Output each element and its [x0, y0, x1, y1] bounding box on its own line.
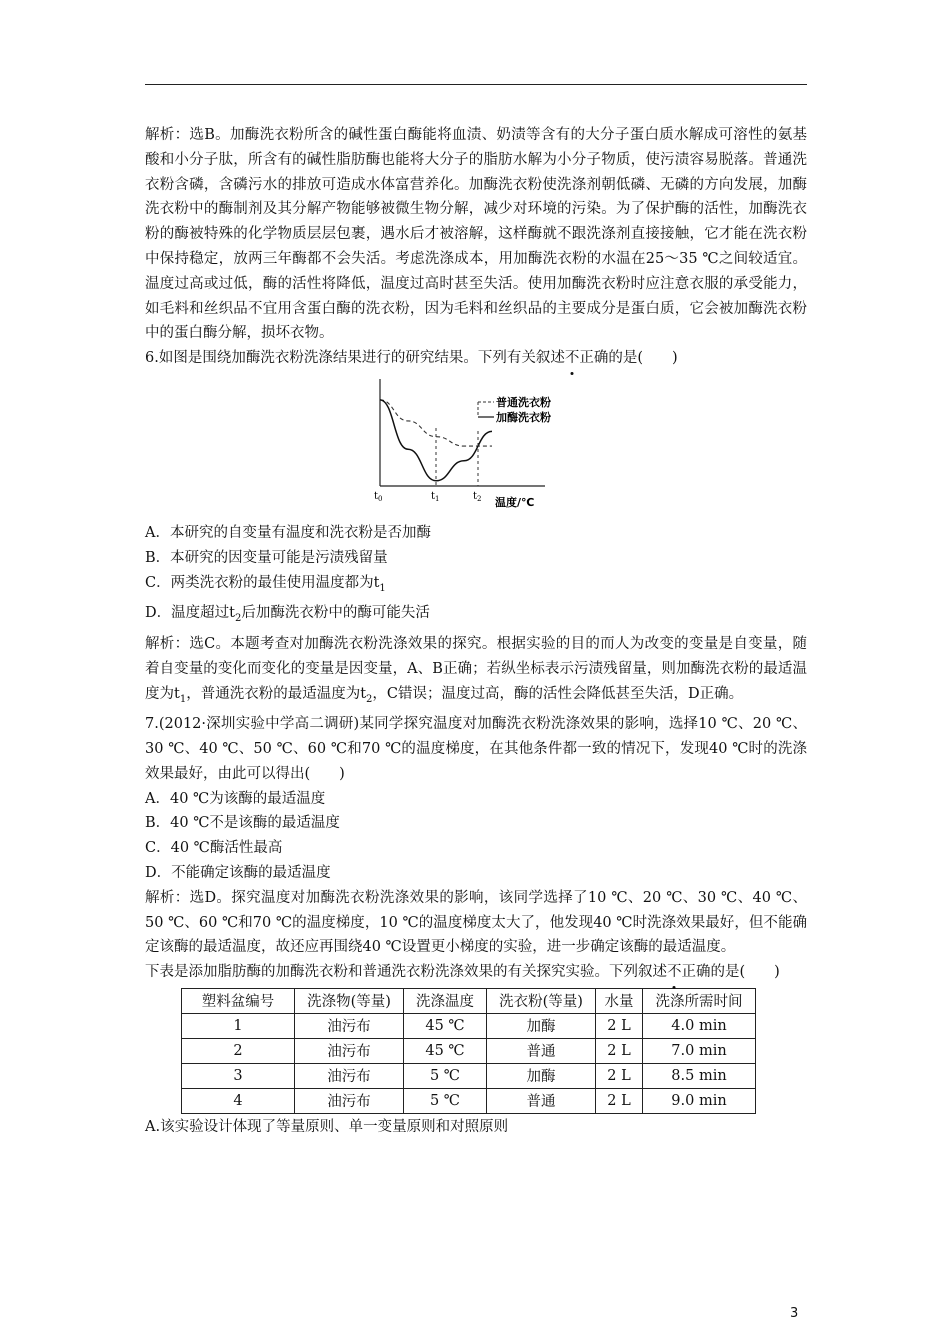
table-cell: 2 L	[596, 1063, 643, 1088]
q7-option-a: A．40 ℃为该酶的最适温度	[145, 790, 326, 807]
page-content	[145, 123, 807, 1140]
q6-analysis	[145, 632, 807, 712]
q6-chart	[145, 375, 807, 515]
table-cell: 8.5 min	[643, 1063, 756, 1088]
table-cell: 油污布	[295, 1088, 404, 1113]
header-rule	[145, 84, 807, 85]
q6-option-a: A．本研究的自变量有温度和洗衣粉是否加酶	[145, 524, 431, 541]
table-row	[182, 1038, 756, 1063]
table-header: 洗涤温度	[404, 988, 487, 1013]
x-tick-t2: $t_2$	[473, 490, 482, 503]
table-cell: 2 L	[596, 1038, 643, 1063]
q7-option-c: C．40 ℃酶活性最高	[145, 840, 283, 857]
table-row	[182, 1063, 756, 1088]
q6-analysis-mid: ，普通洗衣粉的最适温度为t	[186, 685, 367, 702]
q6-analysis-sub1: 1	[179, 693, 187, 705]
experiment-table	[181, 988, 756, 1114]
q7-option-d: D．不能确定该酶的最适温度	[145, 865, 331, 881]
table-cell: 普通	[487, 1038, 596, 1063]
table-cell: 5 ℃	[404, 1063, 487, 1088]
table-cell: 油污布	[295, 1063, 404, 1088]
q6-analysis-sub2: 2	[366, 693, 373, 705]
legend-label-enzyme: 加酶洗衣粉	[496, 410, 551, 424]
q6-option-d-text: D．温度超过t	[145, 605, 235, 622]
q6-analysis-tail: ，C错误；温度过高，酶的活性会降低甚至失活，D正确。	[372, 685, 744, 702]
table-cell: 7.0 min	[643, 1038, 756, 1063]
q6-option-d	[145, 601, 807, 632]
q8-stem	[145, 960, 807, 985]
table-row	[182, 1013, 756, 1038]
q6-option-c	[145, 571, 807, 602]
q6-analysis-text: 解析：选C。本题考查对加酶洗衣粉洗涤效果的探究。根据实验的目的而人为改变的变量是自变量，随着自变量的变化而变化的变量是因变量，A、B正确；若纵坐标表示污渍残留量，则加酶洗衣粉的最适温度为t	[145, 635, 807, 702]
q6-stem-tail: 正确的是( )	[579, 350, 678, 367]
q5-analysis: 解析：选B。加酶洗衣粉所含的碱性蛋白酶能将血渍、奶渍等含有的大分子蛋白质水解成可溶性的氨基酸和小分子肽，所含有的碱性脂肪酶也能将大分子的脂肪水解为小分子物质，使污渍容易脱落。普通洗衣粉含磷，含磷污水的排放可造成水体富营养化。加酶洗衣粉使洗涤剂朝低磷、无磷的方向发展，加酶洗衣粉中的酶制剂及其分解产物能够被微生物分解，减少对环境的污染。为了保护酶的活性，加酶洗衣粉的酶被特殊的化学物质层层包裹，遇水后才被溶解，这样酶就不跟洗涤剂直接接触，它才能在洗衣粉中保持稳定，放两三年酶都不会失活。考虑洗涤成本，用加酶洗衣粉的水温在25～35 ℃之间较适宜。温度过高或过低，酶的活性将降低，温度过高时甚至失活。使用加酶洗衣粉时应注意衣服的承受能力，如毛料和丝织品不宜用含蛋白酶的洗衣粉，因为毛料和丝织品的主要成分是蛋白质，它会被加酶洗衣粉中的蛋白酶分解，损坏衣物。	[145, 127, 807, 342]
table-cell: 3	[182, 1063, 295, 1088]
legend-label-ordinary: 普通洗衣粉	[496, 395, 551, 409]
table-cell: 9.0 min	[643, 1088, 756, 1113]
table-cell: 2 L	[596, 1088, 643, 1113]
q7-option-b: B．40 ℃不是该酶的最适温度	[145, 815, 340, 832]
emphasis-mark: 不	[565, 346, 580, 371]
table-cell: 油污布	[295, 1038, 404, 1063]
q6-stem	[145, 346, 807, 371]
x-tick-t1: $t_1$	[431, 490, 440, 503]
table-row	[182, 1088, 756, 1113]
table-cell: 加酶	[487, 1063, 596, 1088]
table-cell: 4.0 min	[643, 1013, 756, 1038]
table-cell: 1	[182, 1013, 295, 1038]
q6-option-d-tail: 后加酶洗衣粉中的酶可能失活	[241, 605, 430, 622]
q8-stem-tail: 正确的是( )	[681, 964, 780, 981]
table-header: 水量	[596, 988, 643, 1013]
q8-stem-text: 下表是添加脂肪酶的加酶洗衣粉和普通洗衣粉洗涤效果的有关探究实验。下列叙述	[145, 964, 667, 981]
emphasis-mark: 不	[667, 960, 682, 985]
q7-analysis: 解析：选D。探究温度对加酶洗衣粉洗涤效果的影响，该同学选择了10 ℃、20 ℃、30 ℃、40 ℃、50 ℃、60 ℃和70 ℃的温度梯度，10 ℃的温度梯度太大了，他发现40 ℃时洗涤效果最好，但不能确定该酶的最适温度，故还应再围绕40 ℃设置更小梯度的实验，进一步确定该酶的最适温度。	[145, 889, 807, 956]
table-header: 洗衣粉(等量)	[487, 988, 596, 1013]
q8-option-a: A.该实验设计体现了等量原则、单一变量原则和对照原则	[145, 1118, 509, 1135]
table-header-row	[182, 988, 756, 1013]
table-cell: 2 L	[596, 1013, 643, 1038]
q7-stem: 7.(2012·深圳实验中学高二调研)某同学探究温度对加酶洗衣粉洗涤效果的影响，选择10 ℃、20 ℃、30 ℃、40 ℃、50 ℃、60 ℃和70 ℃的温度梯度，在其他条件都一致的情况下，发现40 ℃时的洗涤效果最好，由此可以得出( )	[145, 716, 807, 782]
table-header: 塑料盆编号	[182, 988, 295, 1013]
table-cell: 2	[182, 1038, 295, 1063]
x-axis-label: 温度/℃	[495, 495, 535, 509]
page-number: 3	[790, 1306, 799, 1321]
q6-option-d-sub: 2	[234, 613, 242, 625]
washing-temperature-chart	[370, 375, 610, 515]
table-cell: 45 ℃	[404, 1013, 487, 1038]
table-header: 洗涤所需时间	[643, 988, 756, 1013]
table-cell: 4	[182, 1088, 295, 1113]
x-tick-t0: $t_0$	[374, 490, 383, 503]
table-cell: 普通	[487, 1088, 596, 1113]
table-cell: 5 ℃	[404, 1088, 487, 1113]
q6-option-c-text: C．两类洗衣粉的最佳使用温度都为t	[145, 574, 380, 591]
table-cell: 油污布	[295, 1013, 404, 1038]
q6-option-c-sub: 1	[379, 582, 386, 594]
table-cell: 45 ℃	[404, 1038, 487, 1063]
series-line-普通洗衣粉	[380, 400, 492, 446]
q6-option-b: B．本研究的因变量可能是污渍残留量	[145, 549, 388, 566]
q6-stem-text: 6.如图是围绕加酶洗衣粉洗涤结果进行的研究结果。下列有关叙述	[145, 350, 565, 367]
table-cell: 加酶	[487, 1013, 596, 1038]
table-header: 洗涤物(等量)	[295, 988, 404, 1013]
